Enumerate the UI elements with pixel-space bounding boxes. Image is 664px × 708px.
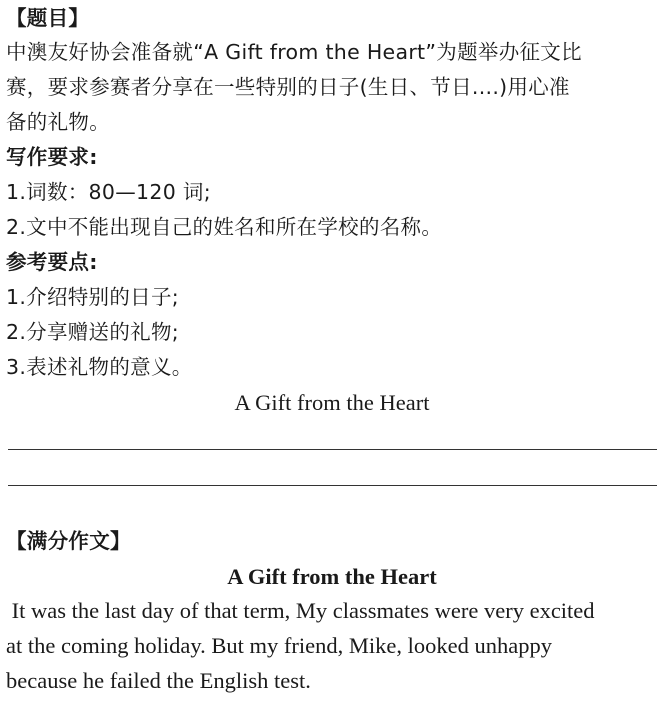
key-point-item-2: 2.分享赠送的礼物; bbox=[6, 320, 179, 344]
key-point-item-1: 1.介绍特别的日子; bbox=[6, 285, 179, 309]
model-essay-line-2: at the coming holiday. But my friend, Mike, looked unhappy bbox=[6, 633, 552, 658]
requirement-item-1: 1.词数：80—120 词; bbox=[6, 180, 211, 204]
prompt-line-3: 备的礼物。 bbox=[6, 110, 110, 134]
answer-line-1 bbox=[8, 449, 657, 450]
key-point-item-3: 3.表述礼物的意义。 bbox=[6, 355, 193, 379]
key-points-heading: 参考要点: bbox=[6, 250, 98, 274]
model-essay-line-1: It was the last day of that term, My classmates were very excited bbox=[6, 598, 595, 623]
model-essay-title: A Gift from the Heart bbox=[227, 564, 437, 589]
answer-line-2 bbox=[8, 485, 657, 486]
requirement-item-2: 2.文中不能出现自己的姓名和所在学校的名称。 bbox=[6, 215, 443, 239]
prompt-line-2: 赛，要求参赛者分享在一些特别的日子(生日、节日....)用心准 bbox=[6, 75, 570, 99]
answer-area-title: A Gift from the Heart bbox=[234, 390, 430, 415]
prompt-heading: 【题目】 bbox=[6, 6, 90, 30]
prompt-line-1: 中澳友好协会准备就“A Gift from the Heart”为题举办征文比 bbox=[6, 40, 582, 64]
requirements-heading: 写作要求: bbox=[6, 145, 98, 169]
model-essay-heading: 【满分作文】 bbox=[6, 529, 131, 553]
model-essay-line-3: because he failed the English test. bbox=[6, 668, 311, 693]
